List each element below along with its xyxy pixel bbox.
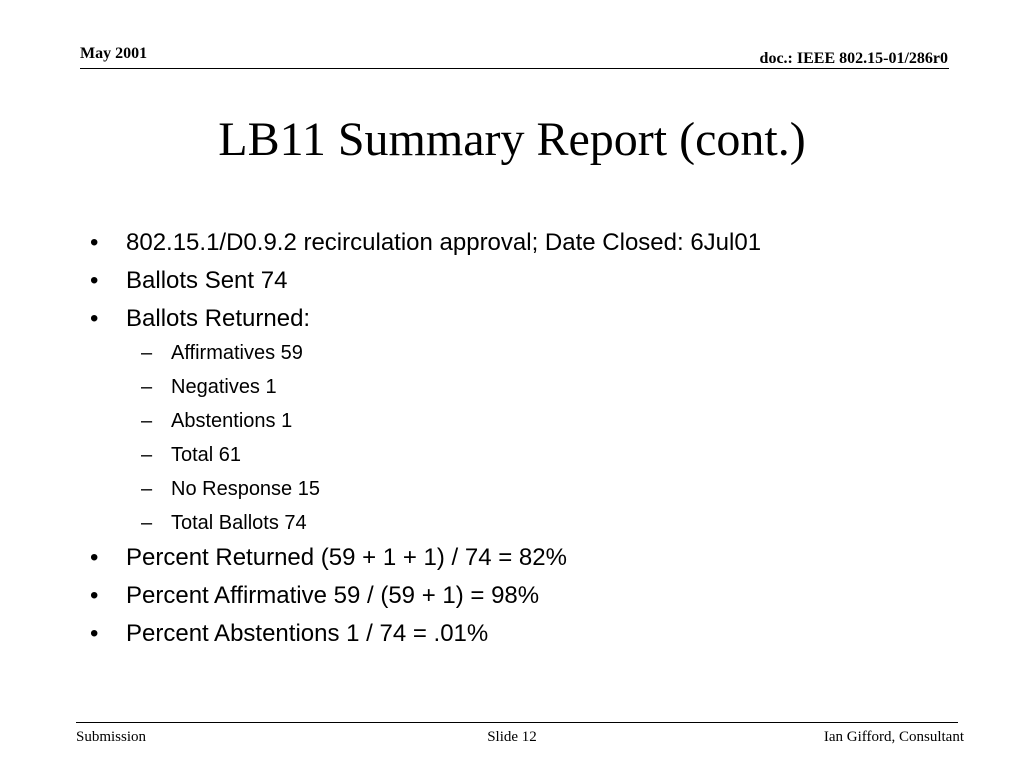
sub-item (141, 341, 303, 365)
dash-marker: – (141, 342, 153, 364)
bullet-text: Ballots Sent 74 (126, 267, 288, 294)
slide-title: LB11 Summary Report (cont.) (218, 113, 806, 166)
header-date: May 2001 (80, 45, 148, 62)
sub-item-text: Abstentions 1 (171, 410, 293, 432)
bullet-item (90, 267, 288, 295)
footer-submission: Submission (76, 729, 147, 745)
bullet-item (90, 229, 762, 257)
bullet-text: Ballots Returned: (126, 305, 311, 332)
dash-marker: – (141, 512, 153, 534)
bullet-text: 802.15.1/D0.9.2 recirculation approval; Date Closed: 6Jul01 (126, 229, 762, 256)
bullet-item (90, 544, 567, 572)
bullet-marker: • (90, 305, 99, 332)
sub-item (141, 443, 242, 467)
sub-item-text: Affirmatives 59 (171, 342, 303, 364)
footer-slide-number: Slide 12 (487, 729, 537, 745)
bullet-marker: • (90, 267, 99, 294)
sub-item (141, 511, 307, 535)
dash-marker: – (141, 410, 153, 432)
footer-divider (76, 722, 958, 723)
bullet-marker: • (90, 544, 99, 571)
bullet-item (90, 582, 540, 610)
bullet-marker: • (90, 620, 99, 647)
bullet-text: Percent Affirmative 59 / (59 + 1) = 98% (126, 582, 540, 609)
bullet-item (90, 620, 489, 648)
sub-item (141, 477, 320, 501)
sub-item-text: Total Ballots 74 (171, 512, 307, 534)
dash-marker: – (141, 376, 153, 398)
footer-author: Ian Gifford, Consultant (823, 729, 964, 745)
bullet-text: Percent Abstentions 1 / 74 = .01% (126, 620, 489, 647)
sub-item (141, 409, 293, 433)
sub-item-text: Negatives 1 (171, 376, 277, 398)
bullet-marker: • (90, 229, 99, 256)
bullet-marker: • (90, 582, 99, 609)
dash-marker: – (141, 444, 153, 466)
header-doc-id: doc.: IEEE 802.15-01/286r0 (759, 50, 948, 67)
sub-item (141, 375, 277, 399)
sub-item-text: No Response 15 (171, 478, 320, 500)
bullet-item (90, 305, 311, 333)
sub-item-text: Total 61 (171, 444, 242, 466)
dash-marker: – (141, 478, 153, 500)
bullet-text: Percent Returned (59 + 1 + 1) / 74 = 82% (126, 544, 567, 571)
